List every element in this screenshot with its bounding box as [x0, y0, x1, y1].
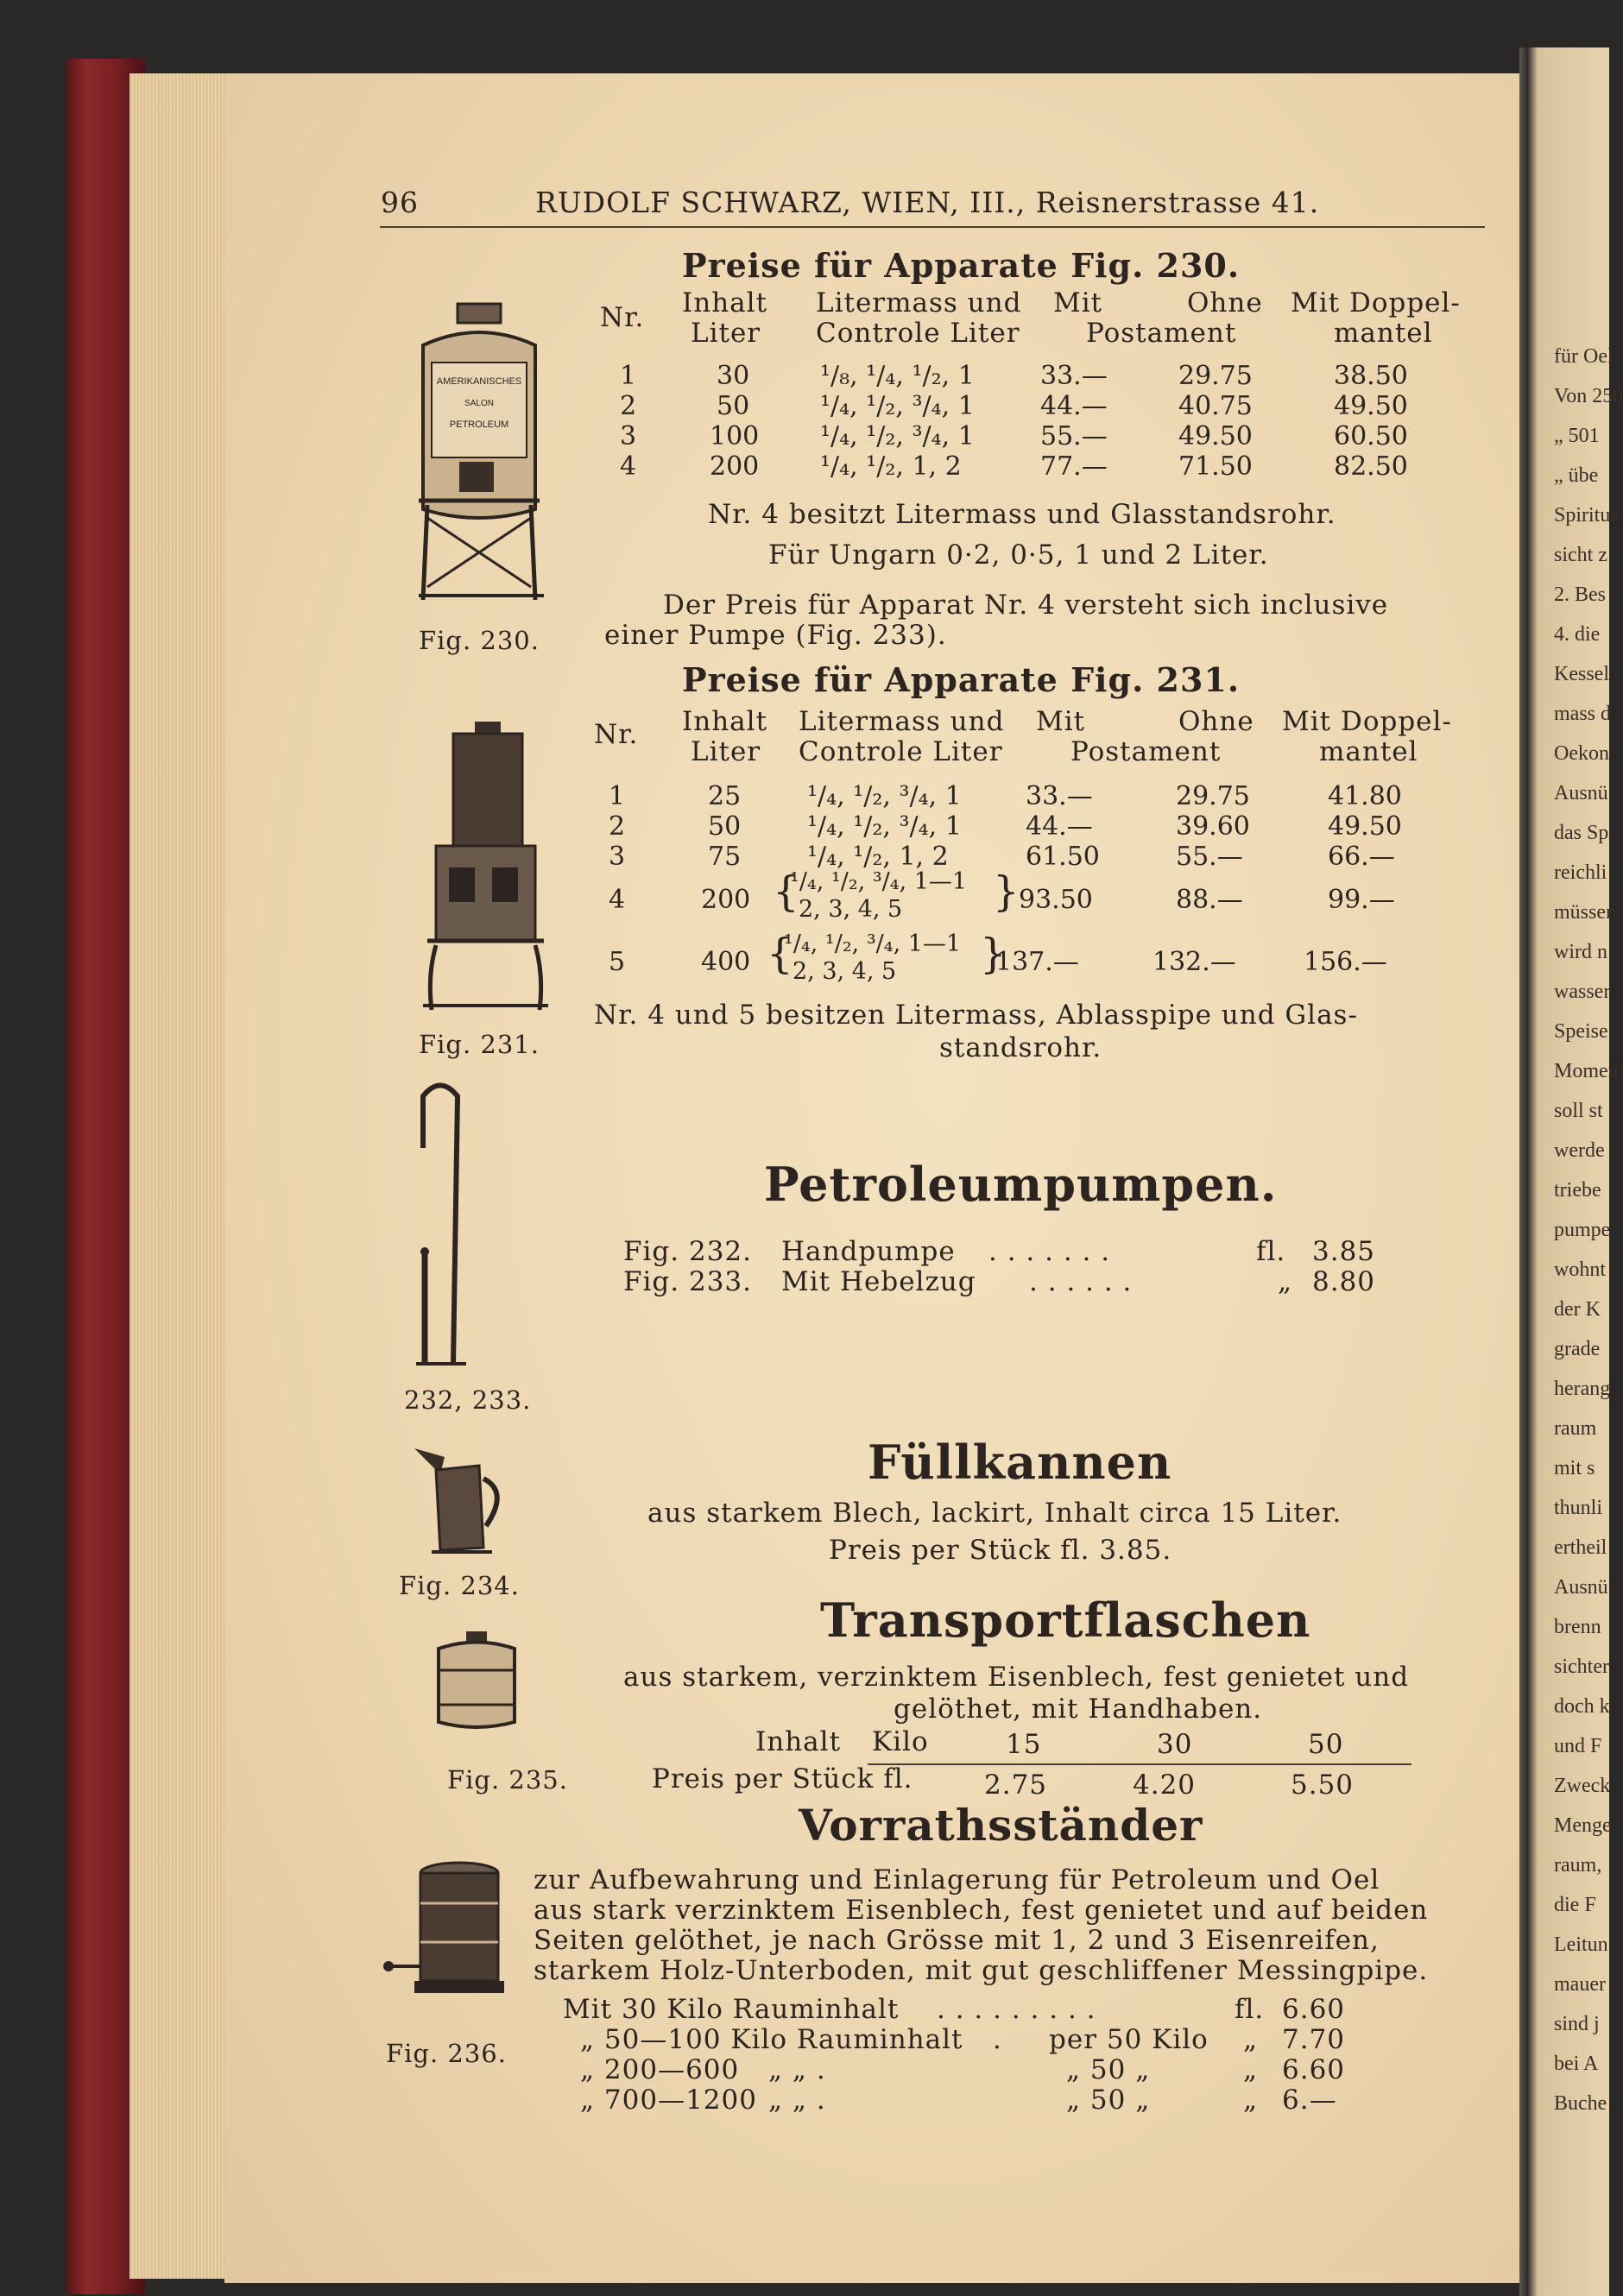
facing-page-text [1554, 345, 1623, 2158]
facing-page-fragment: „ 501 [1554, 425, 1600, 447]
col-ohne-header: Ohne [1178, 706, 1254, 737]
table-cell: 156.— [1304, 947, 1387, 977]
table-cell: 1 [620, 361, 637, 391]
table-cell: 400 [701, 947, 751, 977]
col-postament-header: Postament [1070, 736, 1222, 767]
table-cell: ¹/₄, ¹/₂, 1, 2 [807, 842, 949, 872]
vorrath-description: Seiten gelöthet, je nach Grösse mit 1, 2 und 3 Eisenreifen, [534, 1925, 1380, 1956]
transport-description: aus starkem, verzinktem Eisenblech, fest genietet und [623, 1662, 1410, 1693]
vorrath-row-label: „ 50—100 Kilo Rauminhalt [580, 2024, 963, 2055]
currency: fl. [1235, 1994, 1265, 2025]
currency: „ [1243, 2085, 1259, 2116]
vorrath-row-label: „ 200—600 [580, 2054, 740, 2085]
table-cell: ¹/₄, ¹/₂, ³/₄, 1—1 [784, 930, 962, 957]
header-rule [380, 226, 1485, 228]
fig-230-note: Der Preis für Apparat Nr. 4 versteht sich inclusive [663, 590, 1389, 621]
table-cell: 75 [708, 842, 742, 872]
table-cell: 33.— [1026, 781, 1093, 811]
size-30: 30 [1157, 1729, 1193, 1760]
facing-page-fragment: sind j [1554, 2013, 1600, 2035]
table-cell: 2 [609, 811, 626, 842]
facing-page-fragment: pumpe [1554, 1219, 1611, 1241]
table-cell: 93.50 [1019, 885, 1093, 915]
fig-230-note: Für Ungarn 0·2, 0·5, 1 und 2 Liter. [768, 539, 1269, 571]
fig-230-title: Preise für Apparate Fig. 230. [682, 246, 1241, 285]
can-label-line-3: PETROLEUM [449, 419, 509, 430]
storage-tank-illustration [380, 1856, 518, 2003]
brace-right: } [980, 930, 1007, 978]
facing-page-fragment: wird n [1554, 941, 1607, 963]
petroleum-pump-illustration [406, 1079, 492, 1372]
table-cell: 50 [717, 391, 750, 421]
table-cell: 55.— [1176, 842, 1243, 872]
table-cell: 200 [701, 885, 751, 915]
table-cell: 4 [620, 451, 637, 482]
table-cell: 44.— [1026, 811, 1093, 842]
facing-page-fragment: wohnt [1554, 1258, 1606, 1281]
currency: „ [1243, 2024, 1259, 2055]
table-cell: 49.50 [1178, 421, 1253, 451]
pump-price: 3.85 [1312, 1236, 1376, 1267]
facing-page-fragment: Ausnü [1554, 1576, 1608, 1599]
pump-name: Mit Hebelzug [781, 1266, 976, 1297]
can-label-line-1: AMERIKANISCHES [436, 376, 522, 387]
vorrath-per: per 50 Kilo [1049, 2024, 1209, 2055]
leader-dots: „ „ . [768, 2054, 826, 2085]
table-cell: 38.50 [1334, 361, 1408, 391]
col-controle-header: Controle Liter [799, 736, 1003, 767]
table-cell: 3 [620, 421, 637, 451]
facing-page-fragment: Speise [1554, 1020, 1608, 1043]
col-nr-header: Nr. [600, 302, 645, 333]
table-cell: 66.— [1328, 842, 1395, 872]
fig-231-note: standsrohr. [939, 1032, 1102, 1063]
facing-page-fragment: soll st [1554, 1100, 1603, 1122]
col-mit-header: Mit [1053, 287, 1103, 319]
fig-230-caption: Fig. 230. [419, 626, 540, 655]
table-cell: 88.— [1176, 885, 1243, 915]
facing-page-fragment: herang [1554, 1378, 1611, 1400]
price-30: 4.20 [1133, 1769, 1197, 1801]
table-cell: ¹/₄, ¹/₂, 1, 2 [820, 451, 962, 482]
table-cell: 25 [708, 781, 742, 811]
fig-231-caption: Fig. 231. [419, 1030, 540, 1059]
facing-page-fragment: 4. die [1554, 623, 1601, 646]
facing-page-fragment: Zweck [1554, 1775, 1611, 1797]
petroleum-apparatus-illustration [406, 293, 561, 613]
table-cell: 39.60 [1176, 811, 1250, 842]
table-cell: 30 [717, 361, 750, 391]
page-number: 96 [381, 186, 419, 219]
table-cell: 49.50 [1334, 391, 1408, 421]
facing-page-fragment: Leitun [1554, 1933, 1608, 1956]
brace-right: } [993, 867, 1020, 916]
facing-page-fragment: grade [1554, 1338, 1601, 1360]
price-15: 2.75 [984, 1769, 1048, 1801]
table-cell: ¹/₄, ¹/₂, ³/₄, 1 [807, 781, 962, 811]
size-15: 15 [1006, 1729, 1042, 1760]
table-cell: 2 [620, 391, 637, 421]
col-litermass-header: Litermass und [816, 287, 1022, 319]
table-cell: 2, 3, 4, 5 [799, 896, 903, 923]
leader-dots: . [993, 2024, 1002, 2055]
facing-page-fragment: mauer [1554, 1973, 1606, 1996]
currency: „ [1243, 2054, 1259, 2085]
facing-page-fragment: Momen [1554, 1060, 1619, 1082]
section-title-vorrath: Vorrathsständer [799, 1800, 1203, 1851]
facing-page-fragment: reichli [1554, 861, 1607, 884]
col-doppel-header: Mit Doppel- [1282, 706, 1452, 737]
facing-page-fragment: wasser [1554, 981, 1611, 1003]
table-cell: 132.— [1153, 947, 1236, 977]
facing-page-fragment: müssen [1554, 901, 1616, 924]
facing-page-fragment: brenn [1554, 1616, 1601, 1638]
table-cell: 5 [609, 947, 626, 977]
facing-page-fragment: werde [1554, 1139, 1605, 1162]
vorrath-row-label: Mit 30 Kilo Rauminhalt [563, 1994, 900, 2025]
table-cell: 100 [710, 421, 760, 451]
inhalt-label: Inhalt [755, 1726, 842, 1757]
table-cell: 60.50 [1334, 421, 1408, 451]
fig-231-title: Preise für Apparate Fig. 231. [682, 660, 1241, 699]
vorrath-description: aus stark verzinktem Eisenblech, fest genietet und auf beiden [534, 1895, 1429, 1926]
fig-234-caption: Fig. 234. [399, 1571, 520, 1600]
fig-230-note: Nr. 4 besitzt Litermass und Glasstandsrohr. [708, 499, 1336, 530]
size-price-rule [868, 1763, 1411, 1765]
vorrath-description: starkem Holz-Unterboden, mit gut geschliffener Messingpipe. [534, 1955, 1429, 1986]
facing-page-fragment: das Sp [1554, 822, 1609, 844]
facing-page-fragment: Menge [1554, 1814, 1612, 1837]
fig-235-caption: Fig. 235. [447, 1765, 568, 1795]
table-cell: 29.75 [1178, 361, 1253, 391]
facing-page-fragment: Buche [1554, 2092, 1607, 2115]
table-cell: 40.75 [1178, 391, 1253, 421]
table-cell: 55.— [1040, 421, 1108, 451]
transport-description: gelöthet, mit Handhaben. [894, 1694, 1263, 1725]
brace-left: { [773, 867, 799, 916]
col-ohne-header: Ohne [1187, 287, 1263, 319]
currency: „ [1278, 1266, 1293, 1297]
facing-page-fragment: und F [1554, 1735, 1602, 1757]
facing-page-fragment: triebe [1554, 1179, 1601, 1202]
table-cell: 50 [708, 811, 742, 842]
pump-fig: Fig. 232. [623, 1236, 752, 1267]
col-mantel-header: mantel [1319, 736, 1418, 767]
fuellkannen-price: Preis per Stück fl. 3.85. [829, 1535, 1172, 1566]
table-cell: 61.50 [1026, 842, 1100, 872]
facing-page-fragment: mass d [1554, 703, 1611, 725]
table-cell: 49.50 [1328, 811, 1402, 842]
facing-page-fragment: Oekon [1554, 742, 1609, 765]
price-50: 5.50 [1291, 1769, 1355, 1801]
fig-231-note: Nr. 4 und 5 besitzen Litermass, Ablasspipe und Glas- [594, 1000, 1358, 1031]
facing-page-fragment: bei A [1554, 2053, 1599, 2075]
vorrath-description: zur Aufbewahrung und Einlagerung für Petroleum und Oel [534, 1864, 1380, 1895]
facing-page-fragment: Spiritus [1554, 504, 1619, 527]
table-cell: ¹/₄, ¹/₂, ³/₄, 1 [807, 811, 962, 842]
facing-page-fragment: raum [1554, 1417, 1597, 1440]
section-title-pumps: Petroleumpumpen. [764, 1157, 1278, 1212]
facing-page-fragment: mit s [1554, 1457, 1595, 1479]
facing-page-fragment: thunli [1554, 1497, 1603, 1519]
col-postament-header: Postament [1086, 318, 1237, 349]
table-cell: 137.— [995, 947, 1079, 977]
leader-dots: . . . . . . [1029, 1266, 1133, 1297]
table-cell: 3 [609, 842, 626, 872]
table-cell: ¹/₈, ¹/₄, ¹/₂, 1 [820, 361, 975, 391]
fig-232-233-caption: 232, 233. [404, 1385, 532, 1415]
table-cell: 71.50 [1178, 451, 1253, 482]
vorrath-per: „ 50 „ [1066, 2085, 1151, 2116]
table-cell: 200 [710, 451, 760, 482]
col-controle-header: Controle Liter [816, 318, 1020, 349]
col-liter-header: Liter [691, 736, 761, 767]
facing-page-fragment: Kessel [1554, 663, 1609, 685]
facing-page-fragment: Ausnü [1554, 782, 1608, 804]
facing-page-fragment: die F [1554, 1894, 1596, 1916]
leader-dots: . . . . . . . [988, 1236, 1111, 1267]
table-cell: ¹/₄, ¹/₂, ³/₄, 1 [820, 391, 975, 421]
col-mantel-header: mantel [1334, 318, 1433, 349]
table-cell: 44.— [1040, 391, 1108, 421]
transport-flask-illustration [432, 1627, 527, 1739]
table-cell: 41.80 [1328, 781, 1402, 811]
table-cell: 33.— [1040, 361, 1108, 391]
vorrath-per: „ 50 „ [1066, 2054, 1151, 2085]
vorrath-price: 7.70 [1282, 2024, 1346, 2055]
section-title-fuellkannen: Füllkannen [868, 1435, 1172, 1490]
facing-page-fragment: Von 250 [1554, 385, 1623, 407]
leader-dots: „ „ . [768, 2085, 826, 2116]
leader-dots: . . . . . . . . . [937, 1994, 1096, 2025]
facing-page-fragment: der K [1554, 1298, 1601, 1321]
table-cell: 99.— [1328, 885, 1395, 915]
running-header: RUDOLF SCHWARZ, WIEN, III., Reisnerstrasse 41. [535, 186, 1320, 219]
facing-page-fragment: doch k [1554, 1695, 1610, 1718]
pump-name: Handpumpe [781, 1236, 956, 1267]
col-inhalt-header: Inhalt [682, 287, 768, 319]
facing-page-fragment: sicht z [1554, 544, 1607, 566]
col-liter-header: Liter [691, 318, 761, 349]
table-cell: ¹/₄, ¹/₂, ³/₄, 1—1 [790, 868, 968, 895]
can-label-line-2: SALON [464, 399, 494, 408]
fig-230-note: einer Pumpe (Fig. 233). [604, 620, 947, 651]
pump-fig: Fig. 233. [623, 1266, 752, 1297]
price-label: Preis per Stück fl. [652, 1763, 913, 1795]
currency: fl. [1256, 1236, 1286, 1267]
pump-price: 8.80 [1312, 1266, 1376, 1297]
page-edges [129, 73, 233, 2279]
fig-236-caption: Fig. 236. [386, 2039, 507, 2068]
table-cell: 82.50 [1334, 451, 1408, 482]
facing-page-fragment: raum, [1554, 1854, 1602, 1877]
vorrath-row-label: „ 700—1200 [580, 2085, 757, 2116]
table-cell: 4 [609, 885, 626, 915]
section-title-transport: Transportflaschen [820, 1593, 1311, 1648]
table-cell: 77.— [1040, 451, 1108, 482]
brace-left: { [767, 930, 793, 978]
table-cell: 29.75 [1176, 781, 1250, 811]
table-cell: 2, 3, 4, 5 [793, 958, 897, 985]
vorrath-price: 6.60 [1282, 2054, 1346, 2085]
col-mit-header: Mit [1036, 706, 1086, 737]
vorrath-price: 6.60 [1282, 1994, 1346, 2025]
facing-page-fragment: 2. Bes [1554, 583, 1606, 606]
table-cell: ¹/₄, ¹/₂, ³/₄, 1 [820, 421, 975, 451]
kilo-label: Kilo [872, 1726, 929, 1757]
col-litermass-header: Litermass und [799, 706, 1005, 737]
filling-can-illustration [410, 1440, 514, 1561]
col-inhalt-header: Inhalt [682, 706, 768, 737]
facing-page-fragment: ertheil [1554, 1536, 1607, 1559]
col-doppel-header: Mit Doppel- [1291, 287, 1461, 319]
facing-page-fragment: „ übe [1554, 464, 1599, 487]
facing-page-fragment: sichter [1554, 1656, 1609, 1678]
facing-page-fragment: für Oel [1554, 345, 1614, 368]
col-nr-header: Nr. [594, 719, 639, 750]
cooker-apparatus-illustration [406, 716, 561, 1019]
vorrath-price: 6.— [1282, 2085, 1337, 2116]
size-50: 50 [1308, 1729, 1344, 1760]
fuellkannen-description: aus starkem Blech, lackirt, Inhalt circa 15 Liter. [647, 1498, 1342, 1529]
table-cell: 1 [609, 781, 626, 811]
